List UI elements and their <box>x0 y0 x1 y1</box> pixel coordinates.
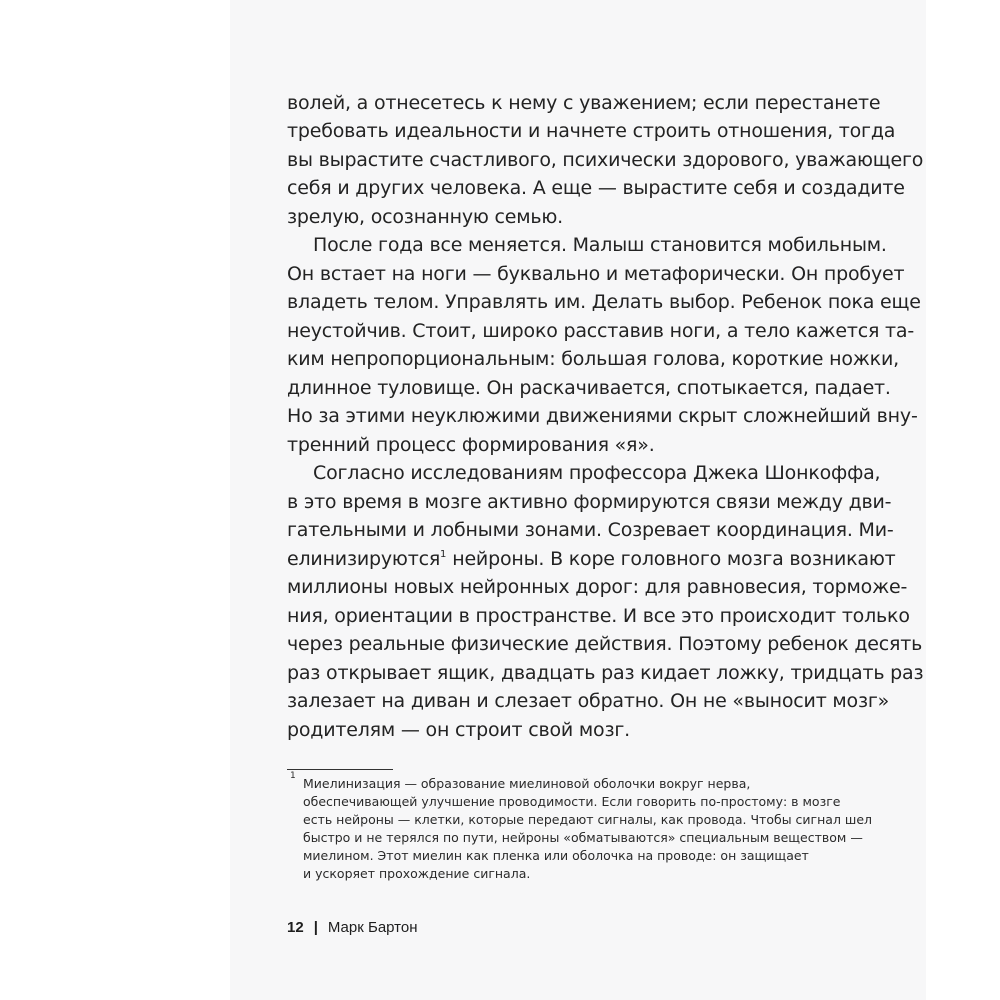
body-line: в это время в мозге активно формируются связи между дви- <box>287 491 892 513</box>
footnote-line: обеспечивающей улучшение проводимости. Если говорить по-простому: в мозге <box>303 794 841 809</box>
body-line: себя и других человека. А еще — вырастите себя и создадите <box>287 177 905 199</box>
body-line: Согласно исследованиям профессора Джека Шонкоффа, <box>313 462 881 484</box>
footnote-line: Миелинизация — образование миелиновой оболочки вокруг нерва, <box>303 776 751 791</box>
body-line: через реальные физические действия. Поэтому ребенок десять <box>287 633 923 655</box>
body-line: зрелую, осознанную семью. <box>287 206 564 228</box>
body-line: Но за этими неуклюжими движениями скрыт сложнейший вну- <box>287 405 918 427</box>
footnote-line: и ускоряет прохождение сигнала. <box>303 866 531 881</box>
body-line: залезает на диван и слезает обратно. Он не «выносит мозг» <box>287 690 890 712</box>
body-line: После года все меняется. Малыш становится мобильным. <box>313 234 887 256</box>
footnote-line: миелином. Этот миелин как пленка или оболочка на проводе: он защищает <box>303 848 809 863</box>
body-line-with-footnote-ref <box>287 545 896 573</box>
footer-separator: | <box>313 919 318 936</box>
body-line: Он встает на ноги — буквально и метафорически. Он пробует <box>287 263 905 285</box>
footnote-line: есть нейроны — клетки, которые передают сигналы, как провода. Чтобы сигнал шел <box>303 812 873 827</box>
body-line: ния, ориентации в пространстве. И все это происходит только <box>287 605 910 627</box>
body-line: вы вырастите счастливого, психически здорового, уважающего <box>287 149 924 171</box>
page-footer <box>287 918 418 938</box>
body-line-part: елинизируются <box>287 548 441 570</box>
footnote-reference[interactable]: 1 <box>440 549 447 560</box>
body-line-part: нейроны. В коре головного мозга возникают <box>452 548 896 570</box>
body-line: родителям — он строит свой мозг. <box>287 719 630 741</box>
body-line: волей, а отнесетесь к нему с уважением; если перестанете <box>287 92 881 114</box>
body-line: требовать идеальности и начнете строить отношения, тогда <box>287 120 896 142</box>
body-line: гательными и лобными зонами. Созревает координация. Ми- <box>287 519 894 541</box>
page-number: 12 <box>287 919 304 936</box>
author-name: Марк Бартон <box>327 919 418 936</box>
body-line: тренний процесс формирования «я». <box>287 434 655 456</box>
body-line: длинное туловище. Он раскачивается, спотыкается, падает. <box>287 377 891 399</box>
footnote-divider <box>287 769 393 770</box>
body-line: неустойчив. Стоит, широко расставив ноги, а тело кажется та- <box>287 320 914 342</box>
footnote-marker: 1 <box>290 771 296 781</box>
body-line: миллионы новых нейронных дорог: для равновесия, торможе- <box>287 576 908 598</box>
body-line: раз открывает ящик, двадцать раз кидает ложку, тридцать раз <box>287 662 924 684</box>
body-line: владеть телом. Управлять им. Делать выбор. Ребенок пока еще <box>287 291 921 313</box>
body-line: ким непропорциональным: большая голова, короткие ножки, <box>287 348 899 370</box>
footnote-line: быстро и не терялся по пути, нейроны «обматываются» специальным веществом — <box>303 830 863 845</box>
